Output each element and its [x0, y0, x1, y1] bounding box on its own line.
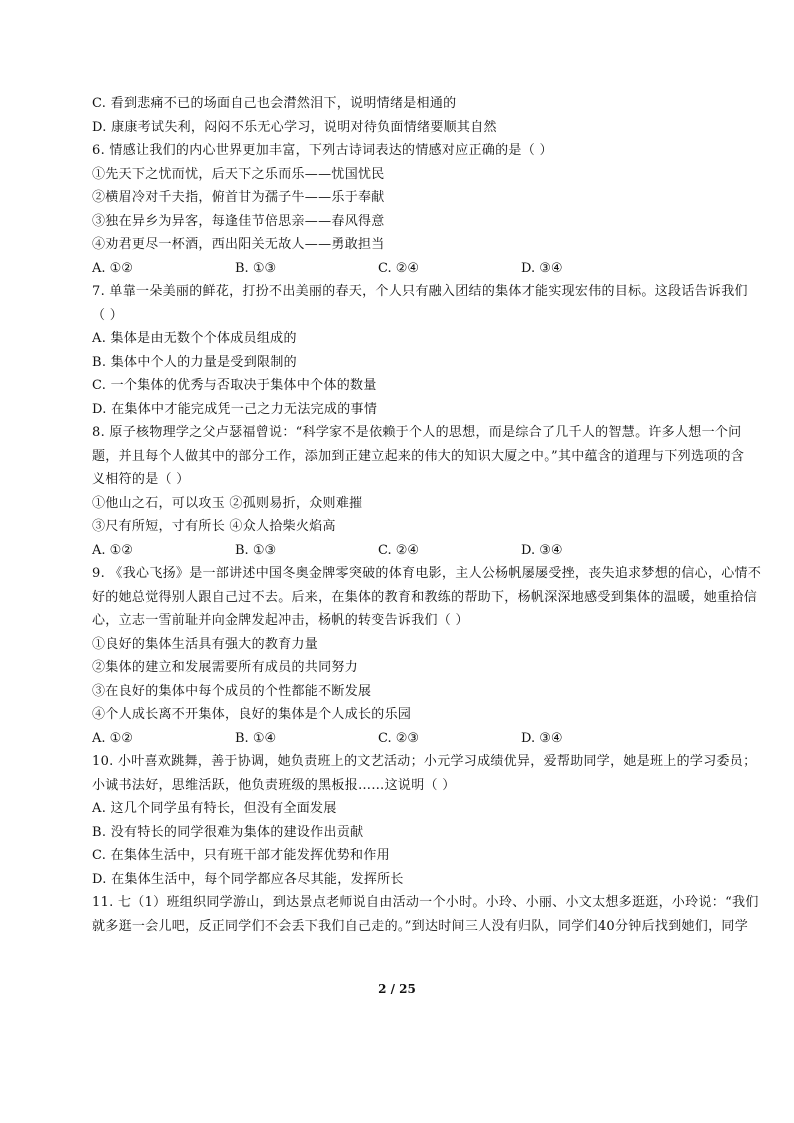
page-content	[92, 92, 762, 938]
answer-options	[92, 727, 722, 751]
answer-option-b: B. ①③	[235, 260, 277, 276]
statement-item: ①良好的集体生活具有强大的教育力量	[92, 636, 319, 652]
question-11	[92, 891, 759, 938]
question-6	[92, 139, 722, 280]
question-stem-cont: 题，并且每个人做其中的部分工作，添加到正建立起来的伟大的知识大厦之中。”其中蕴含的道理与下列选项的含	[92, 448, 745, 464]
question-stem-cont: 义相符的是（ ）	[92, 472, 190, 487]
question-stem-cont: 就多逛一会儿吧，反正同学们不会丢下我们自己走的。”到达时间三人没有归队，同学们40分钟后找到她们，同学	[92, 918, 748, 934]
question-stem: 10. 小叶喜欢跳舞，善于协调，她负责班上的文艺活动；小元学习成绩优异，爱帮助同学，她是班上的学习委员；	[92, 754, 757, 769]
question-stem-cont: 好的她总觉得别人跟自己过不去。后来，在集体的教育和教练的帮助下，杨帆深深地感受到集体的温暖，她重拾信	[92, 589, 758, 605]
answer-option-d: D. ③④	[521, 260, 563, 276]
statement-item: ④个人成长离不开集体，良好的集体是个人成长的乐园	[92, 707, 412, 722]
statement-item: ④劝君更尽一杯酒，西出阳关无故人——勇敢担当	[92, 237, 385, 252]
answer-options	[92, 539, 722, 563]
answer-option-c: C. 在集体生活中，只有班干部才能发挥优势和作用	[92, 848, 390, 863]
question-stem: 11. 七（1）班组织同学游山，到达景点老师说自由活动一个小时。小玲、小丽、小文太想多逛逛，小玲说：“我们	[92, 895, 759, 910]
question-stem: 8. 原子核物理学之父卢瑟福曾说：“科学家不是依赖于个人的思想，而是综合了几千人的智慧。许多人想一个问	[92, 425, 742, 440]
answer-option-c: C. ②④	[378, 260, 420, 276]
statement-item: ①他山之石，可以攻玉 ②孤则易折，众则难摧	[92, 495, 363, 511]
question-stem-cont: （ ）	[92, 307, 124, 323]
question-stem: 6. 情感让我们的内心世界更加丰富，下列古诗词表达的情感对应正确的是（ ）	[92, 143, 553, 158]
option-d-line: D. 康康考试失利，闷闷不乐无心学习，说明对待负面情绪要顺其自然	[92, 119, 497, 135]
answer-option-c: C. ②③	[378, 730, 420, 746]
statement-item: ③独在异乡为异客，每逢佳节倍思亲——春风得意	[92, 213, 385, 229]
answer-option-c: C. 一个集体的优秀与否取决于集体中个体的数量	[92, 378, 377, 393]
statement-item: ③在良好的集体中每个成员的个性都能不断发展	[92, 683, 372, 699]
answer-option-a: A. ①②	[92, 730, 133, 746]
answer-option-a: A. ①②	[92, 260, 133, 276]
answer-option-b: B. 没有特长的同学很难为集体的建设作出贡献	[92, 824, 364, 840]
answer-options	[92, 257, 722, 281]
question-9	[92, 562, 762, 750]
answer-option-a: A. 集体是由无数个个体成员组成的	[92, 331, 297, 346]
question-stem-cont: 小诚书法好，思维活跃，他负责班级的黑板报……这说明（ ）	[92, 777, 456, 793]
answer-option-d: D. ③④	[521, 542, 563, 558]
question-stem: 9. 《我心飞扬》是一部讲述中国冬奥金牌零突破的体育电影，主人公杨帆屡屡受挫，丧失追求梦想的信心，心情不	[92, 566, 762, 581]
statement-item: ③尺有所短，寸有所长 ④众人拾柴火焰高	[92, 519, 336, 534]
question-stem-cont: 心，立志一雪前耻并向金牌发起冲击，杨帆的转变告诉我们（ ）	[92, 613, 469, 628]
statement-item: ②集体的建立和发展需要所有成员的共同努力	[92, 660, 359, 675]
answer-option-b: B. ①④	[235, 730, 277, 746]
statement-item: ②横眉冷对千夫指，俯首甘为孺子牛——乐于奉献	[92, 190, 385, 205]
question-stem: 7. 单靠一朵美丽的鲜花，打扮不出美丽的春天，个人只有融入团结的集体才能实现宏伟的目标。这段话告诉我们	[92, 284, 748, 299]
question-10	[92, 750, 757, 891]
answer-option-a: A. 这几个同学虽有特长，但没有全面发展	[92, 801, 337, 816]
page-number: 2 / 25	[378, 982, 416, 996]
question-8	[92, 421, 745, 562]
answer-option-d: D. ③④	[521, 730, 563, 746]
question-7	[92, 280, 748, 421]
option-c-line: C. 看到悲痛不已的场面自己也会潸然泪下，说明情绪是相通的	[92, 96, 457, 111]
answer-option-b: B. ①③	[235, 542, 277, 558]
answer-option-b: B. 集体中个人的力量是受到限制的	[92, 354, 297, 370]
statement-item: ①先天下之忧而忧，后天下之乐而乐——忧国忧民	[92, 166, 385, 182]
answer-option-a: A. ①②	[92, 542, 133, 558]
answer-option-d: D. 在集体生活中，每个同学都应各尽其能，发挥所长	[92, 871, 404, 887]
answer-option-d: D. 在集体中才能完成凭一己之力无法完成的事情	[92, 401, 378, 417]
answer-option-c: C. ②④	[378, 542, 420, 558]
